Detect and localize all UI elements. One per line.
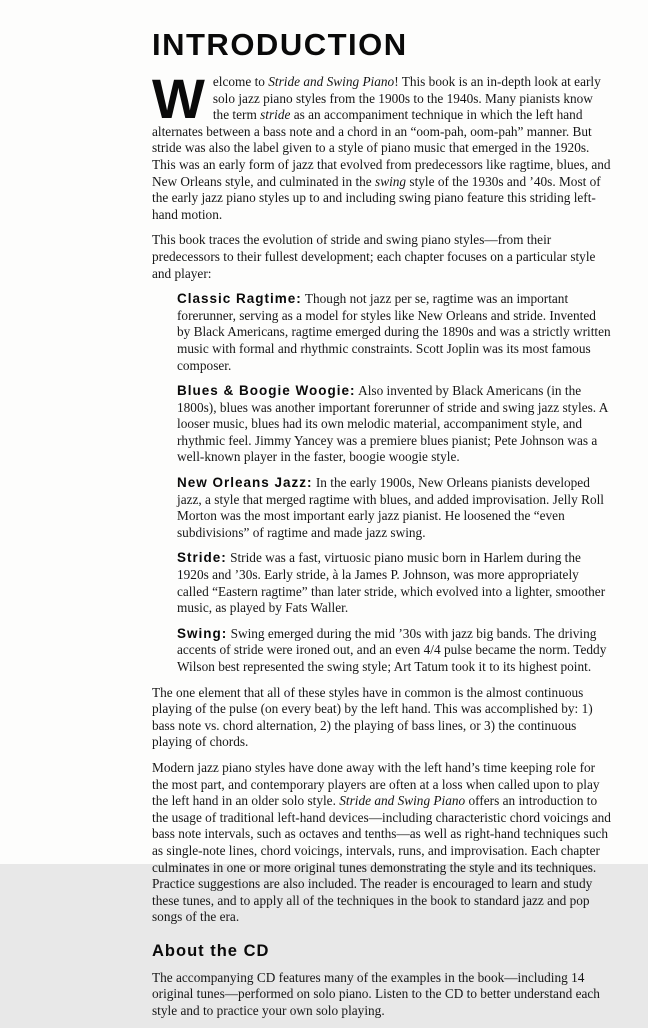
style-text: Also invented by Black Americans (in the 1800s), blues was another important forerunner of stride and swing jazz styles. A looser music, blues had its own melodic material, accompaniment style, and rhythmic feel. Jimmy Yancey was a premiere blues pianist; Pete Johnson was a well-known player in the faster, boogie woogie style. xyxy=(177,383,608,465)
style-label: Blues & Boogie Woogie: xyxy=(177,383,356,399)
modern-styles-paragraph: Modern jazz piano styles have done away with the left hand’s time keeping role for the most part, and contemporary players are often at a loss when called upon to play the left hand in an older solo style. Stride and Swing Piano offers an introduction to the usage of traditional left-hand devices—including characteristic chord voicings and bass note intervals, such as octaves and tenths—as well as right-hand techniques such as single-note lines, chord voicings, intervals, runs, and improvisation. Each chapter culminates in one or more original tunes demonstrating the style and its techniques. Practice suggestions are also included. The reader is encouraged to learn and study these tunes, and to apply all of the techniques in the book to standard jazz and pop songs of the era. xyxy=(152,759,611,925)
style-label: Classic Ragtime: xyxy=(177,291,302,307)
style-label: Stride: xyxy=(177,550,227,566)
about-cd-paragraph: The accompanying CD features many of the examples in the book—including 14 original tunes—performed on solo piano. Listen to the CD to better understand each style and to practice your own solo playing. xyxy=(152,969,600,1018)
page-title: INTRODUCTION xyxy=(152,27,408,62)
style-text: In the early 1900s, New Orleans pianists developed jazz, a style that merged ragtime with blues, and added improvisation. Jelly Roll Morton was the most important early jazz pianist. He loosened the “even subdivisions” of ragtime and made jazz swing. xyxy=(177,475,605,540)
intro-paragraph-text: elcome to Stride and Swing Piano! This book is an in-depth look at early solo jazz piano styles from the 1900s to the 1940s. Many pianists know the term stride as an accompaniment technique in which the left hand alternates between a bass note and a chord in an “oom-pah, oom-pah” manner. But stride was also the label given to a style of piano music that emerged in the 1920s. This was an early form of jazz that evolved from predecessors like ragtime, blues, and New Orleans style, and culminated in the swing style of the 1930s and ’40s. Most of the early jazz piano styles up to and including swing piano feature this striding left-hand motion. xyxy=(152,74,611,222)
style-label: New Orleans Jazz: xyxy=(177,475,313,491)
intro-paragraph xyxy=(152,67,612,223)
style-list xyxy=(152,291,612,675)
style-text: Stride was a fast, virtuosic piano music born in Harlem during the 1920s and ’30s. Early stride, à la James P. Johnson, was more appropriately called “Eastern ragtime” than later stride, which evolved into a lighter, smoother music, as played by Fats Waller. xyxy=(177,550,606,616)
style-item-stride xyxy=(177,550,612,616)
about-cd-heading: About the CD xyxy=(152,941,270,960)
style-item-new-orleans-jazz xyxy=(177,475,612,541)
common-element-paragraph: The one element that all of these styles have in common is the almost continuous playing of the pulse (on every beat) by the left hand. This was accomplished by: 1) bass note vs. chord alternation, 2) the playing of bass lines, or 3) the continuous playing of chords. xyxy=(152,684,593,750)
style-item-swing xyxy=(177,626,612,676)
style-text: Though not jazz per se, ragtime was an important forerunner, serving as a model for styles like New Orleans and stride. Invented by Black Americans, ragtime emerged during the 1890s and was a strictly written music with formal and rhythmic constraints. Scott Joplin was its most famous composer. xyxy=(177,291,611,373)
style-text: Swing emerged during the mid ’30s with jazz big bands. The driving accents of stride were ironed out, and an even 4/4 pulse became the norm. Teddy Wilson best represented the swing style; Art Tatum took it to its highest point. xyxy=(177,625,607,674)
page-content xyxy=(152,28,612,1028)
style-item-blues-boogie-woogie xyxy=(177,383,612,466)
style-item-classic-ragtime xyxy=(177,291,612,374)
style-label: Swing: xyxy=(177,625,228,641)
drop-cap: W xyxy=(152,67,205,130)
overview-paragraph: This book traces the evolution of stride and swing piano styles—from their predecessors to their fullest development; each chapter focuses on a particular style and player: xyxy=(152,232,596,281)
